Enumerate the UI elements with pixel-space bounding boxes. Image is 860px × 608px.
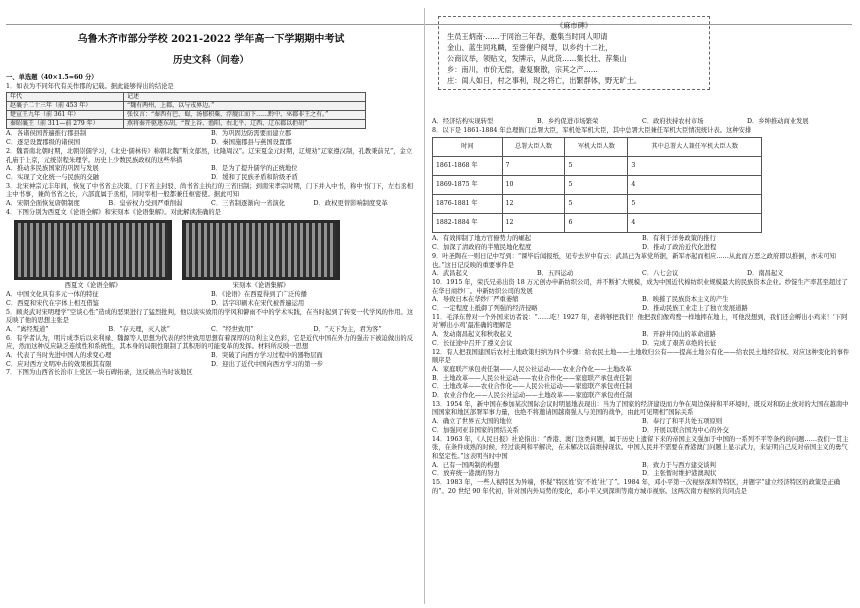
table-header-cell: 记述 (124, 93, 366, 102)
left-column (6, 0, 416, 608)
table-cell: 楚宣王九年（前 361 年） (7, 111, 124, 120)
option-b: B．致力于与西方建交谈判 (642, 461, 716, 469)
option-c: C．“经世致用” (211, 325, 254, 333)
option-c: C．放弃统一港澳的努力 (432, 470, 500, 478)
option-a: A．中国文化具有多元一体的特征 (6, 291, 99, 299)
q4-stem: 4．下图分别为西夏文《论语全解》和宋刻本《论语集解》。对此解读准确的是 (6, 208, 221, 216)
option-a: A．各诸侯国普遍推行郡县制 (6, 130, 87, 138)
q8-stem: 8．以下是 1861-1884 年总理衙门总署大臣，军机处军机大臣，其中总署大臣兼任军机大臣情况统计表。这种安排 (432, 126, 752, 134)
q4-captions (14, 282, 416, 291)
option-b: B．“存天理，灭人欲” (108, 325, 170, 333)
table-cell: 1861-1868 年 (433, 157, 503, 176)
q15-stem: 15．1983 年，一些人视特区为异端，怀疑“特区姓‘资’不姓‘社’了”。1984 年，邓小平第一次视察深圳等特区，并题字“建立经济特区的政策是正确的”。20 世纪 90 年代初，针对国内外局势的变化，邓小平又到深圳等南方城市视察。这两次南方视察的共同点是 (432, 479, 841, 495)
stele-line: 公商议举，领贴文，发牌示，从此货……集长壮、荐集山 (447, 54, 627, 63)
q14-stem: 14．1963 年，《人民日报》社论指出：“香港、澳门这类问题，属于历史上遗留下来的帝国主义强加于中国的一系列不平等条约的问题……我们一贯主张，在条件成熟的时候，经过谈判和平解决，在未解决以前维持现状。中国人民并不需要在香港澳门问题上显示武力，来证明自己反对帝国主义的勇气和坚定性。”这表明当时中国 (432, 435, 849, 460)
q8-options (432, 235, 852, 252)
option-a: A．宋朝全面恢复唐朝制度 (6, 200, 80, 208)
q13-options (432, 418, 852, 435)
table-cell: 10 (502, 176, 565, 195)
q13-stem: 13．1954 年，新中国在参加某次国际会议时明显地表现出：当为了国家的经济建设而力争在周边保持和平环境时，既反对和防止放对的大国在越南中国国家和地区部署军事力量，也绝不将邀请国越南强人与美国的战争，由此可见期相”国际关系 (432, 400, 849, 417)
table-row (7, 111, 366, 120)
table-cell: 5 (565, 157, 628, 176)
xixia-text-image (14, 220, 172, 280)
q5-options (6, 326, 416, 335)
option-c: C．实现了文化统一与民族的交融 (6, 173, 99, 181)
option-c: C．西夏和宋代在字体上相互借鉴 (6, 299, 99, 307)
table-cell: 12 (502, 195, 565, 214)
option-a: A．发动南昌起义和秋收起义 (432, 331, 513, 339)
table-cell: “魏有两州，上郡，以与戎界边。” (124, 102, 366, 111)
option-b: B．《论语》在西夏得到了广泛传播 (211, 291, 307, 299)
option-d: D．主张暂时维护港澳现状 (642, 470, 717, 478)
q2-stem: 2．魏晋南北朝时期，北朝崇儒学习，《北史·儒林传》称朝北魏“斯文郁然，比隆周汉”。辽宋夏金元时期，辽规劝“辽家遵汉制，孔教秉前兄”，金立孔庙于上京，元统崇程朱理学。历史上少数民族政权的这些举措 (6, 147, 413, 164)
q3-stem: 3．北宋神宗元丰年间，恢复了中书省主决策、门下省主封驳、尚书省主执行的三省旧制；到南宋孝宗时期，门下并入中书，称中书门下，左右丞相主中书事，兼尚书省之长，六部直属于丞相，同时宰相一般都兼任枢密使。据此可知 (6, 182, 414, 199)
option-a: A．已有一国两制的构想 (432, 461, 500, 469)
option-b: B．开辟井冈山的革命道路 (642, 331, 716, 339)
option-d: D．迎出了近代中国向西方学习的第一步 (211, 360, 324, 368)
table-cell: 燕将秦开驱逐东胡，“置上谷、渔阳、右北平、辽西、辽东郡以拒胡” (124, 120, 366, 129)
option-a: A．确立了世界五大国的地位 (432, 418, 513, 426)
option-d: D．活字印刷术在宋代被普遍运用 (211, 299, 305, 307)
option-d: D．秦国施郡县与燕国设置郡 (211, 139, 292, 147)
stele-line: 金山、蓝生同兆麟，至誉催户阅导，以乡约十二社， (447, 43, 613, 52)
table-header-row (433, 138, 762, 157)
option-b: B．映摧了民族资本主义的产生 (642, 296, 729, 304)
option-a: A．有效抑制了地方官僚势力的崛起 (432, 235, 532, 243)
option-b: B．突破了向西方学习过程中的器物层面 (211, 352, 323, 360)
table-row (7, 120, 366, 129)
table-cell: 赵襄子二十三年（前 453 年） (7, 102, 124, 111)
option-d: D．农业合作化——人民公社运动——土地改革——家庭联产承包责任制 (432, 392, 633, 400)
table-cell: 5 (565, 176, 628, 195)
option-a: A．家庭联产承包责任制——人民公社运动——农业合作化——土地改革 (432, 365, 632, 373)
option-d: D．南昌起义 (747, 270, 784, 278)
table-header-cell: 其中总署大人兼任军机大臣人数 (628, 138, 762, 157)
stele-line: 庄：闺人如日，村之事利，现之将亡，出繁群体，野无旷土。 (447, 76, 642, 85)
table-cell: 12 (502, 214, 565, 233)
table-row (433, 214, 762, 233)
q6-stem: 6．有学者认为，明片成李后以来利禄、魏源等人思想为代表的经世致用思想有着深厚的功利主义色彩，它是近代中国在外力的强击下被迫做出的反应，然而这种反应缺乏连续性和系统性，其本身的局限性限制了其积形的可能变革的发挥。材料所反映一思想 (6, 334, 414, 351)
q8-table (432, 137, 762, 233)
right-column (432, 0, 852, 608)
table-cell: 1869-1875 年 (433, 176, 503, 195)
option-b: B．乡约促进市场繁荣 (537, 118, 599, 125)
option-c: C．一定程度上抵御了列强的经济侵略 (432, 305, 538, 313)
q4-options (6, 291, 416, 308)
table-row (7, 102, 366, 111)
q9-options (432, 270, 852, 279)
stele-line: 生员王炳南·……于同治三年春，邀集当时同人叩请 (447, 32, 608, 41)
option-b: B．是为了提升儒学的正统地位 (211, 165, 298, 173)
option-c: C．逐是设置郡级的诸侯国 (6, 139, 81, 147)
table-cell: 5 (565, 195, 628, 214)
caption: 宋刻本《论语集解》 (232, 282, 290, 290)
option-d: D．乡绅推动商业发展 (747, 118, 809, 125)
stele-title: 《麻市碑》 (556, 21, 592, 30)
q4-images (14, 220, 416, 280)
table-cell: 3 (628, 157, 762, 176)
table-header-cell: 时间 (433, 138, 503, 157)
option-d: D．“天下为主，君为客” (313, 325, 382, 333)
option-c: C．三省制逐渐向一省演化 (211, 200, 286, 208)
song-print-image (182, 220, 340, 280)
option-c: C．政府扶持农村市场 (642, 118, 704, 125)
table-cell: 4 (628, 176, 762, 195)
stele-text-box (438, 16, 710, 90)
option-a: A．推动多民族国家的巩固与发展 (6, 165, 99, 173)
table-cell: 4 (628, 214, 762, 233)
option-a: A．“离经叛道” (6, 325, 49, 333)
option-b: B．土地改革——人民公社运动——农业合作化——家庭联产承包责任制 (432, 374, 632, 382)
option-c: C．加强同亚非国家的团结关系 (432, 426, 519, 434)
q12-stem: 12．有人把我国建国后农村土地政策归纳为四个步骤：给农民土地——土地收归公有——提高土地公有化——给农民土地经营权。对应这种变化的事件顺序是 (432, 348, 850, 365)
section-heading: 一、单选题（40×1.5=60 分） (6, 74, 98, 81)
q1-stem: 1．如表为不同年代有关作郡的记载。据此能够得出的结论是 (6, 82, 174, 90)
q7-options (432, 118, 852, 127)
table-cell: 秦昭襄王（前 311—前 279 年） (7, 120, 124, 129)
q5-stem: 5．顾炎武对宋明理学“空谈心性”造成的恶果进行了猛烈批判，他以谈实致用的学风和僻雨不中的学术实践，在当时起到了转变一代学风的作用。这反映了他的思想主张是 (6, 308, 414, 325)
table-row (433, 157, 762, 176)
option-b: B．皇帝权力受到严重削弱 (108, 200, 183, 208)
q1-options (6, 130, 416, 147)
table-row (433, 195, 762, 214)
option-d: D．推动了政治近代化进程 (642, 244, 717, 252)
table-cell: 5 (628, 195, 762, 214)
table-cell: 1876-1881 年 (433, 195, 503, 214)
option-c: C．加深了清政府的半殖民地化程度 (432, 244, 532, 252)
q9-stem: 9．叶圣陶在一则日记中写到：“课毕后闻报纸，见专去岁中有云：武昌已为革党所据，新军亦起而相应……从此而万恶之政府即以推倒，亦未可知也。”这日记反映的重要事件是 (432, 252, 836, 269)
option-c: C．土地改革——农业合作化——人民公社运动——家庭联产承包责任制 (432, 383, 633, 391)
option-d: D．推动民族工业走上了独立发展道路 (642, 305, 748, 313)
caption: 西夏文《论语全解》 (64, 282, 122, 290)
option-a: A．导致日本在华纱厂严重萎缩 (432, 296, 519, 304)
option-c: C．长征途中召开了遵义会议 (432, 339, 513, 347)
q10-options (432, 296, 852, 313)
option-d: D．缓和了民族矛盾和阶级矛盾 (211, 173, 298, 181)
option-d: D．开展以联合国为中心的外交 (642, 426, 729, 434)
option-d: D．政权更替影响制度变革 (313, 200, 388, 208)
table-cell: 张仪言：“秦西有巴、蜀，汤郁积粟，浮舰江而下……黔中、巫郡非王之有。” (124, 111, 366, 120)
option-a: A．代表了当时先进中国人的求变心理 (6, 352, 112, 360)
option-c: C．应对西方文明冲击的效果极其有限 (6, 360, 112, 368)
table-header-cell: 总署大臣人数 (502, 138, 565, 157)
table-header-cell: 军机大臣人数 (565, 138, 628, 157)
q2-options (6, 165, 416, 182)
table-header-cell: 年代 (7, 93, 124, 102)
option-b: B．五四运动 (537, 270, 574, 278)
table-header-row (7, 93, 366, 102)
q6-options (6, 352, 416, 369)
stele-line: 乡：南川，市价无偿，妻复聚散，宗其之产…… (447, 65, 598, 74)
table-cell: 7 (502, 157, 565, 176)
table-row (433, 176, 762, 195)
q14-options (432, 462, 852, 479)
q11-options (432, 331, 852, 348)
q7-stem: 7．下图为山西省长治市上党区一块石碑拓录，这反映出当时该地区 (6, 369, 193, 377)
table-cell: 1882-1884 年 (433, 214, 503, 233)
option-a: A．武昌起义 (432, 270, 469, 278)
option-b: B．为巩固边防需要而建立郡 (211, 130, 292, 138)
option-b: B．奉行了和平共处五项原则 (642, 418, 723, 426)
q11-stem: 11．毛泽东曾对一个外国来访者说：“……吃！1927 年，老蒋够把我们！他把我们像鸡鹜一样地摔在地上，可他没想到，我们还会孵出小鸡来！‘下阿对‘孵出小鸡’最准确的理解是 (432, 313, 848, 330)
q3-options (6, 200, 416, 209)
option-b: B．有利于洋务政策的推行 (642, 235, 716, 243)
exam-title: 乌鲁木齐市部分学校 2021-2022 学年高一下学期期中考试 (77, 34, 345, 45)
table-cell: 6 (565, 214, 628, 233)
q10-stem: 10．1915 年，荣氏兄弟出资 18 万元创办申新纺织公司，并不断扩大规模，成为中国近代棉纺织业规模最大的民族资本企业。纱锭生产率甚至超过了在华日商纱厂。申新纺织公司的发展 (432, 278, 848, 295)
option-a: A．经济结构实现转型 (432, 118, 494, 125)
option-c: C．八七会议 (642, 270, 679, 278)
option-d: D．完成了艰苦卓绝的长征 (642, 339, 717, 347)
column-separator (424, 8, 425, 604)
exam-subtitle: 历史文科（问卷） (172, 55, 249, 66)
q1-table (6, 92, 366, 129)
